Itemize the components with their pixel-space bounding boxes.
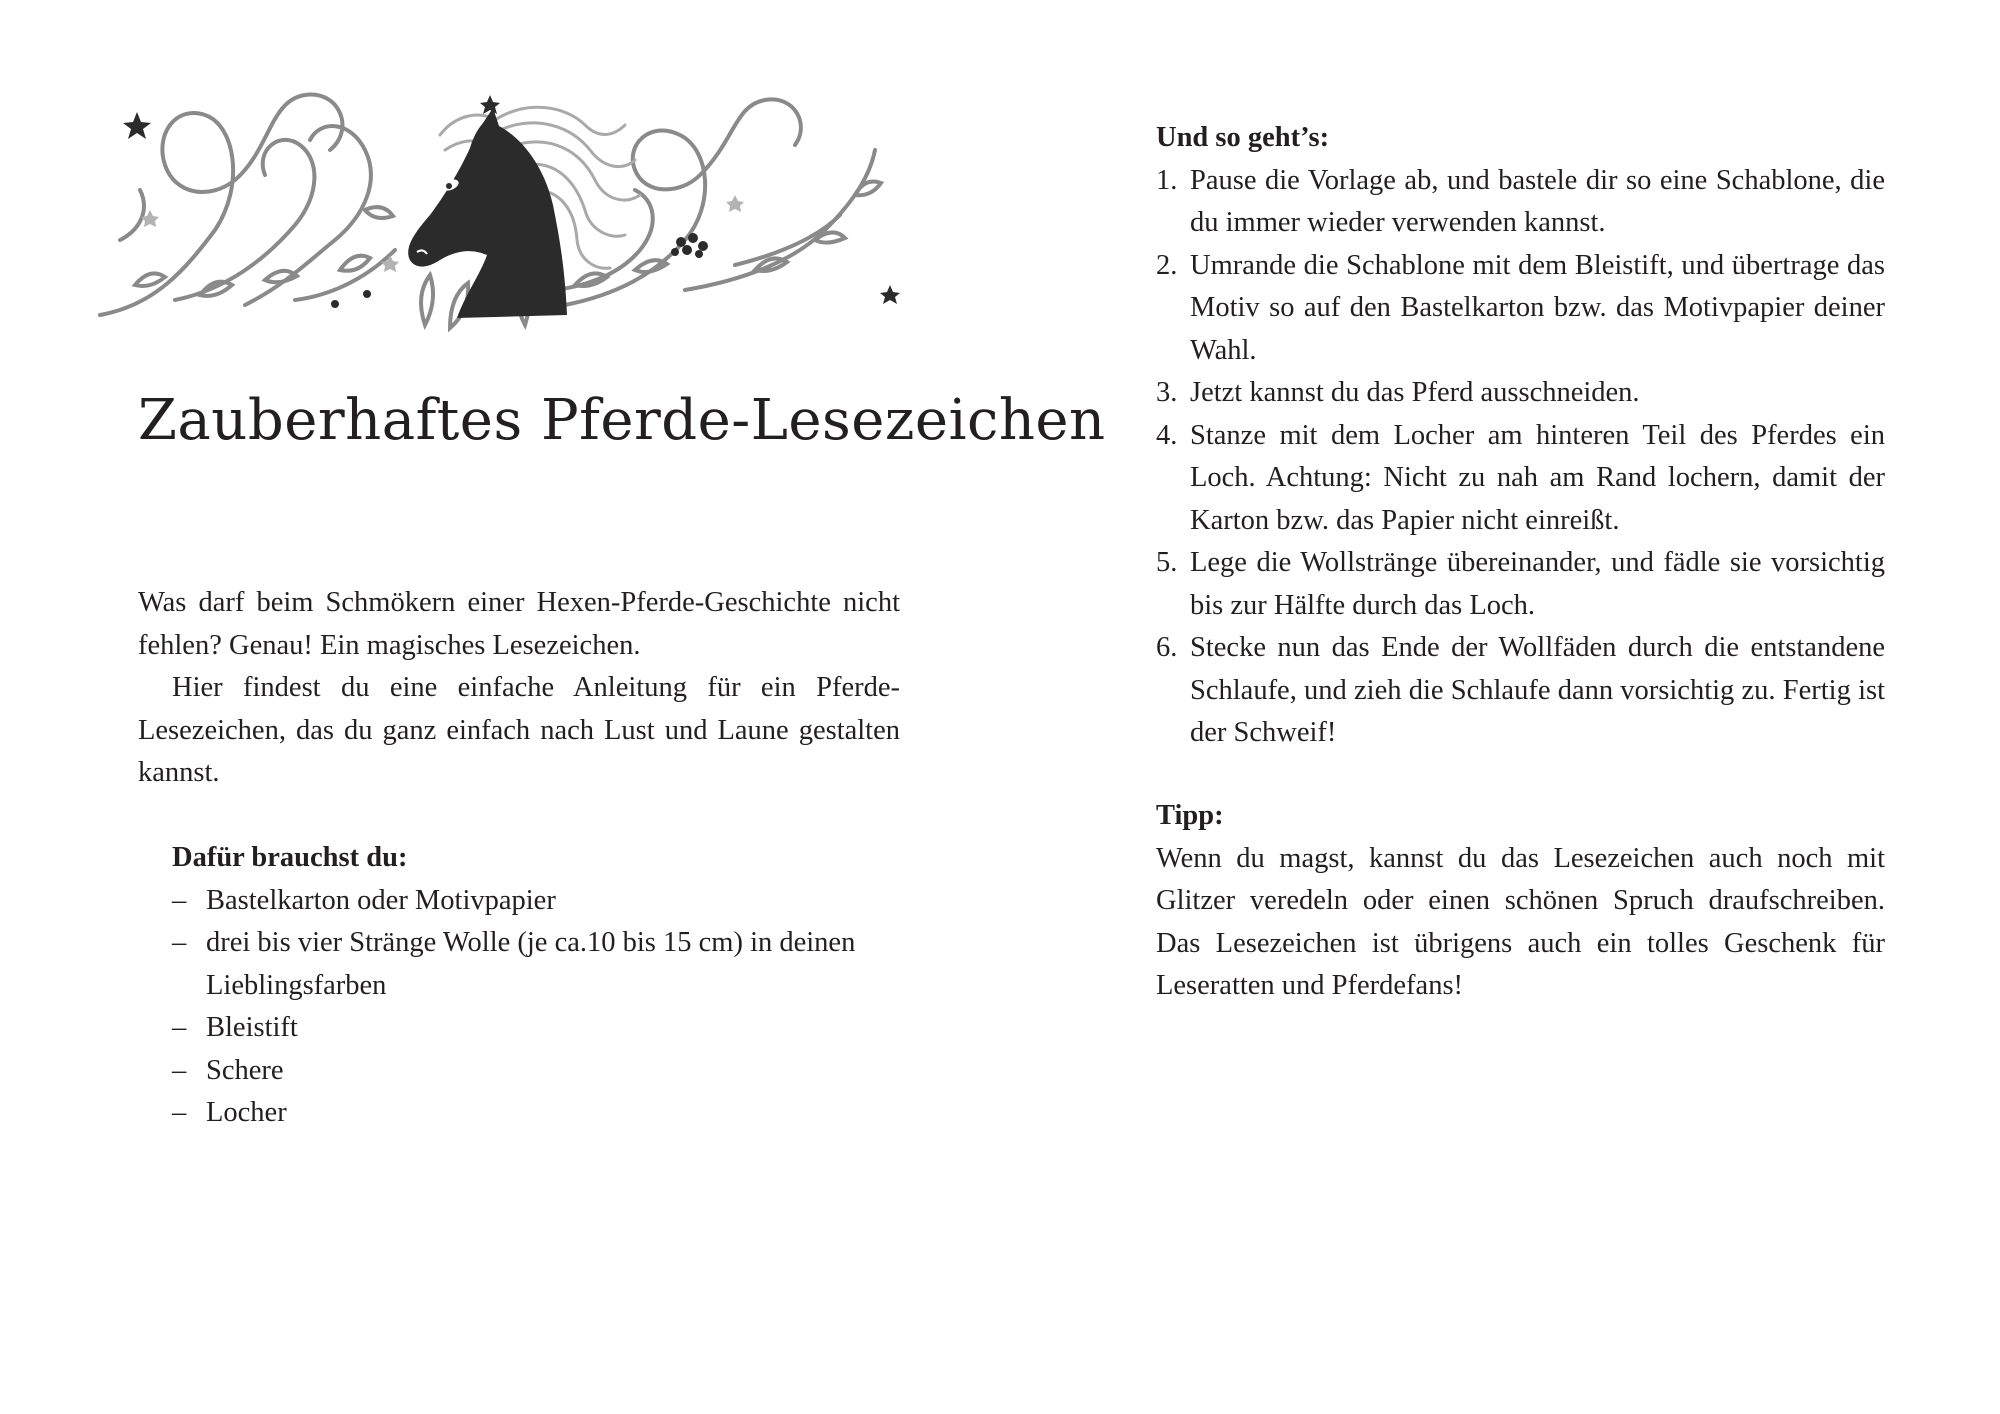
tip-heading: Tipp: bbox=[1156, 800, 1224, 831]
dash-bullet: – bbox=[172, 884, 187, 916]
list-item-text: Bleistift bbox=[206, 1012, 298, 1043]
step-item bbox=[1156, 415, 1885, 543]
step-number: 2. bbox=[1156, 249, 1178, 281]
steps-section bbox=[1156, 117, 1885, 755]
step-number: 3. bbox=[1156, 377, 1178, 408]
list-item bbox=[172, 1007, 900, 1050]
step-text: Umrande die Schablone mit dem Bleistift, und übertrage das Motiv so auf den Bastelkarton bzw. das Motivpapier deiner Wahl. bbox=[1190, 249, 1885, 366]
dash-bullet: – bbox=[172, 1054, 187, 1086]
step-text: Lege die Wollstränge übereinander, und fädle sie vorsichtig bis zur Hälfte durch das Loch. bbox=[1190, 547, 1885, 621]
list-item bbox=[172, 880, 900, 923]
step-number: 4. bbox=[1156, 419, 1178, 451]
step-item bbox=[1156, 160, 1885, 245]
dash-bullet: – bbox=[172, 1097, 187, 1128]
tip-section bbox=[1156, 795, 1885, 1008]
step-item bbox=[1156, 627, 1885, 755]
dash-bullet: – bbox=[172, 1012, 187, 1043]
intro-paragraph: Hier findest du eine einfache Anleitung für ein Pferde-Lesezeichen, das du ganz einfach nach Lust und Laune gestalten kannst. bbox=[138, 672, 900, 788]
step-item bbox=[1156, 542, 1885, 627]
list-item-text: Bastelkarton oder Motivpapier bbox=[206, 884, 556, 916]
materials-list bbox=[172, 880, 900, 1135]
step-item bbox=[1156, 245, 1885, 373]
step-number: 6. bbox=[1156, 632, 1178, 663]
dash-bullet: – bbox=[172, 927, 187, 958]
list-item-text: Schere bbox=[206, 1054, 284, 1086]
list-item-text: Locher bbox=[206, 1097, 287, 1128]
step-number: 1. bbox=[1156, 164, 1178, 196]
ornament-horse-head-with-swirls bbox=[95, 90, 935, 335]
step-text: Stecke nun das Ende der Wollfäden durch die entstandene Schlaufe, und zieh die Schlaufe dann vorsichtig zu. Fertig ist der Schweif! bbox=[1190, 632, 1885, 748]
materials-heading: Dafür brauchst du: bbox=[172, 842, 408, 873]
steps-list bbox=[1156, 160, 1885, 755]
list-item bbox=[172, 1092, 900, 1135]
steps-heading: Und so geht’s: bbox=[1156, 122, 1330, 153]
list-item bbox=[172, 1050, 900, 1093]
step-item bbox=[1156, 372, 1885, 415]
intro-text bbox=[138, 582, 900, 795]
step-number: 5. bbox=[1156, 547, 1178, 578]
list-item bbox=[172, 922, 900, 1007]
page-title: Zauberhaftes Pferde-Lesezeichen bbox=[138, 388, 1106, 453]
step-text: Pause die Vorlage ab, und bastele dir so eine Schablone, die du immer wieder verwenden kannst. bbox=[1190, 164, 1885, 238]
step-text: Jetzt kannst du das Pferd ausschneiden. bbox=[1190, 377, 1640, 408]
materials-section bbox=[172, 837, 900, 1135]
step-text: Stanze mit dem Locher am hinteren Teil des Pferdes ein Loch. Achtung: Nicht zu nah am Rand lochern, damit der Karton bzw. das Papier nicht einreißt. bbox=[1190, 419, 1885, 536]
intro-paragraph: Was darf beim Schmökern einer Hexen-Pferde-Geschichte nicht fehlen? Genau! Ein magisches Lesezeichen. bbox=[138, 587, 900, 661]
list-item-text: drei bis vier Stränge Wolle (je ca.10 bis 15 cm) in deinen Lieblingsfarben bbox=[206, 927, 856, 1001]
tip-text: Wenn du magst, kannst du das Lesezeichen auch noch mit Glitzer veredeln oder einen schönen Spruch draufschreiben. Das Lesezeichen ist übrigens auch ein tolles Geschenk für Leseratten und Pferdefans! bbox=[1156, 842, 1885, 1001]
